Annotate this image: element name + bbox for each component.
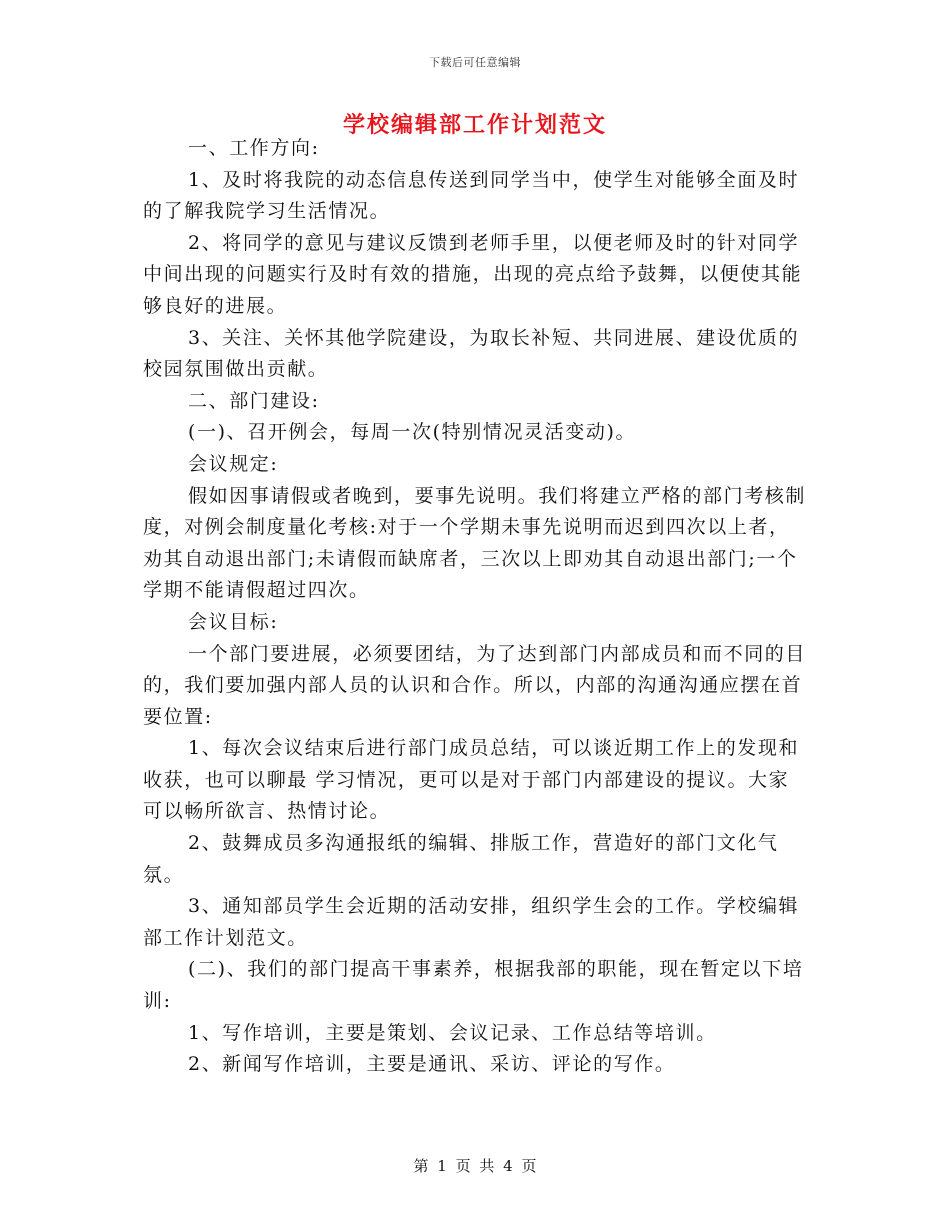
document-title: 学校编辑部工作计划范文 xyxy=(342,112,607,138)
paragraph: 2、新闻写作培训，主要是通讯、采访、评论的写作。 xyxy=(188,1053,676,1076)
paragraph-section-2-heading: 二、部门建设: xyxy=(188,389,320,412)
paragraph: 假如因事请假或者晚到，要事先说明。我们将建立严格的部门考核制度，对例会制度量化考核:对于一个学期未事先说明而迟到四次以上者，劝其自动退出部门;未请假而缺席者，三次以上即劝其自动退出部门;一个学期不能请假超过四次。 xyxy=(143,484,807,602)
paragraph: 一个部门要进展，必须要团结，为了达到部门内部成员和而不同的目的，我们要加强内部人员的认识和合作。所以，内部的沟通沟通应摆在首要位置: xyxy=(143,642,807,728)
paragraph-subheading: 会议目标: xyxy=(188,610,279,633)
header-note: 下载后可任意编辑 xyxy=(429,56,521,69)
paragraph: 3、关注、关怀其他学院建设，为取长补短、共同进展、建设优质的校园氛围做出贡献。 xyxy=(143,326,800,381)
paragraph-section-1-heading: 一、工作方向: xyxy=(188,137,320,159)
document-body xyxy=(143,133,807,1081)
paragraph: 1、每次会议结束后进行部门成员总结，可以谈近期工作上的发现和收获，也可以聊最 学习情况，更可以是对于部门内部建设的提议。大家可以畅所欲言、热情讨论。 xyxy=(143,737,800,823)
paragraph: (二)、我们的部门提高干事素养，根据我部的职能，现在暂定以下培训: xyxy=(143,958,804,1013)
page-number-footer: 第 1 页 共 4 页 xyxy=(413,1157,537,1175)
paragraph-subheading: 会议规定: xyxy=(188,452,279,475)
paragraph: 1、及时将我院的动态信息传送到同学当中，使学生对能够全面及时的了解我院学习生活情况。 xyxy=(143,168,800,223)
paragraph: 2、鼓舞成员多沟通报纸的编辑、排版工作，营造好的部门文化气氛。 xyxy=(143,832,779,886)
paragraph: 3、通知部员学生会近期的活动安排，组织学生会的工作。学校编辑部工作计划范文。 xyxy=(143,895,800,949)
paragraph: 2、将同学的意见与建议反馈到老师手里，以便老师及时的针对同学中间出现的问题实行及时有效的措施，出现的亮点给予鼓舞，以便使其能够良好的进展。 xyxy=(143,231,803,317)
paragraph: (一)、召开例会，每周一次(特别情况灵活变动)。 xyxy=(188,421,637,444)
paragraph: 1、写作培训，主要是策划、会议记录、工作总结等培训。 xyxy=(188,1021,717,1044)
